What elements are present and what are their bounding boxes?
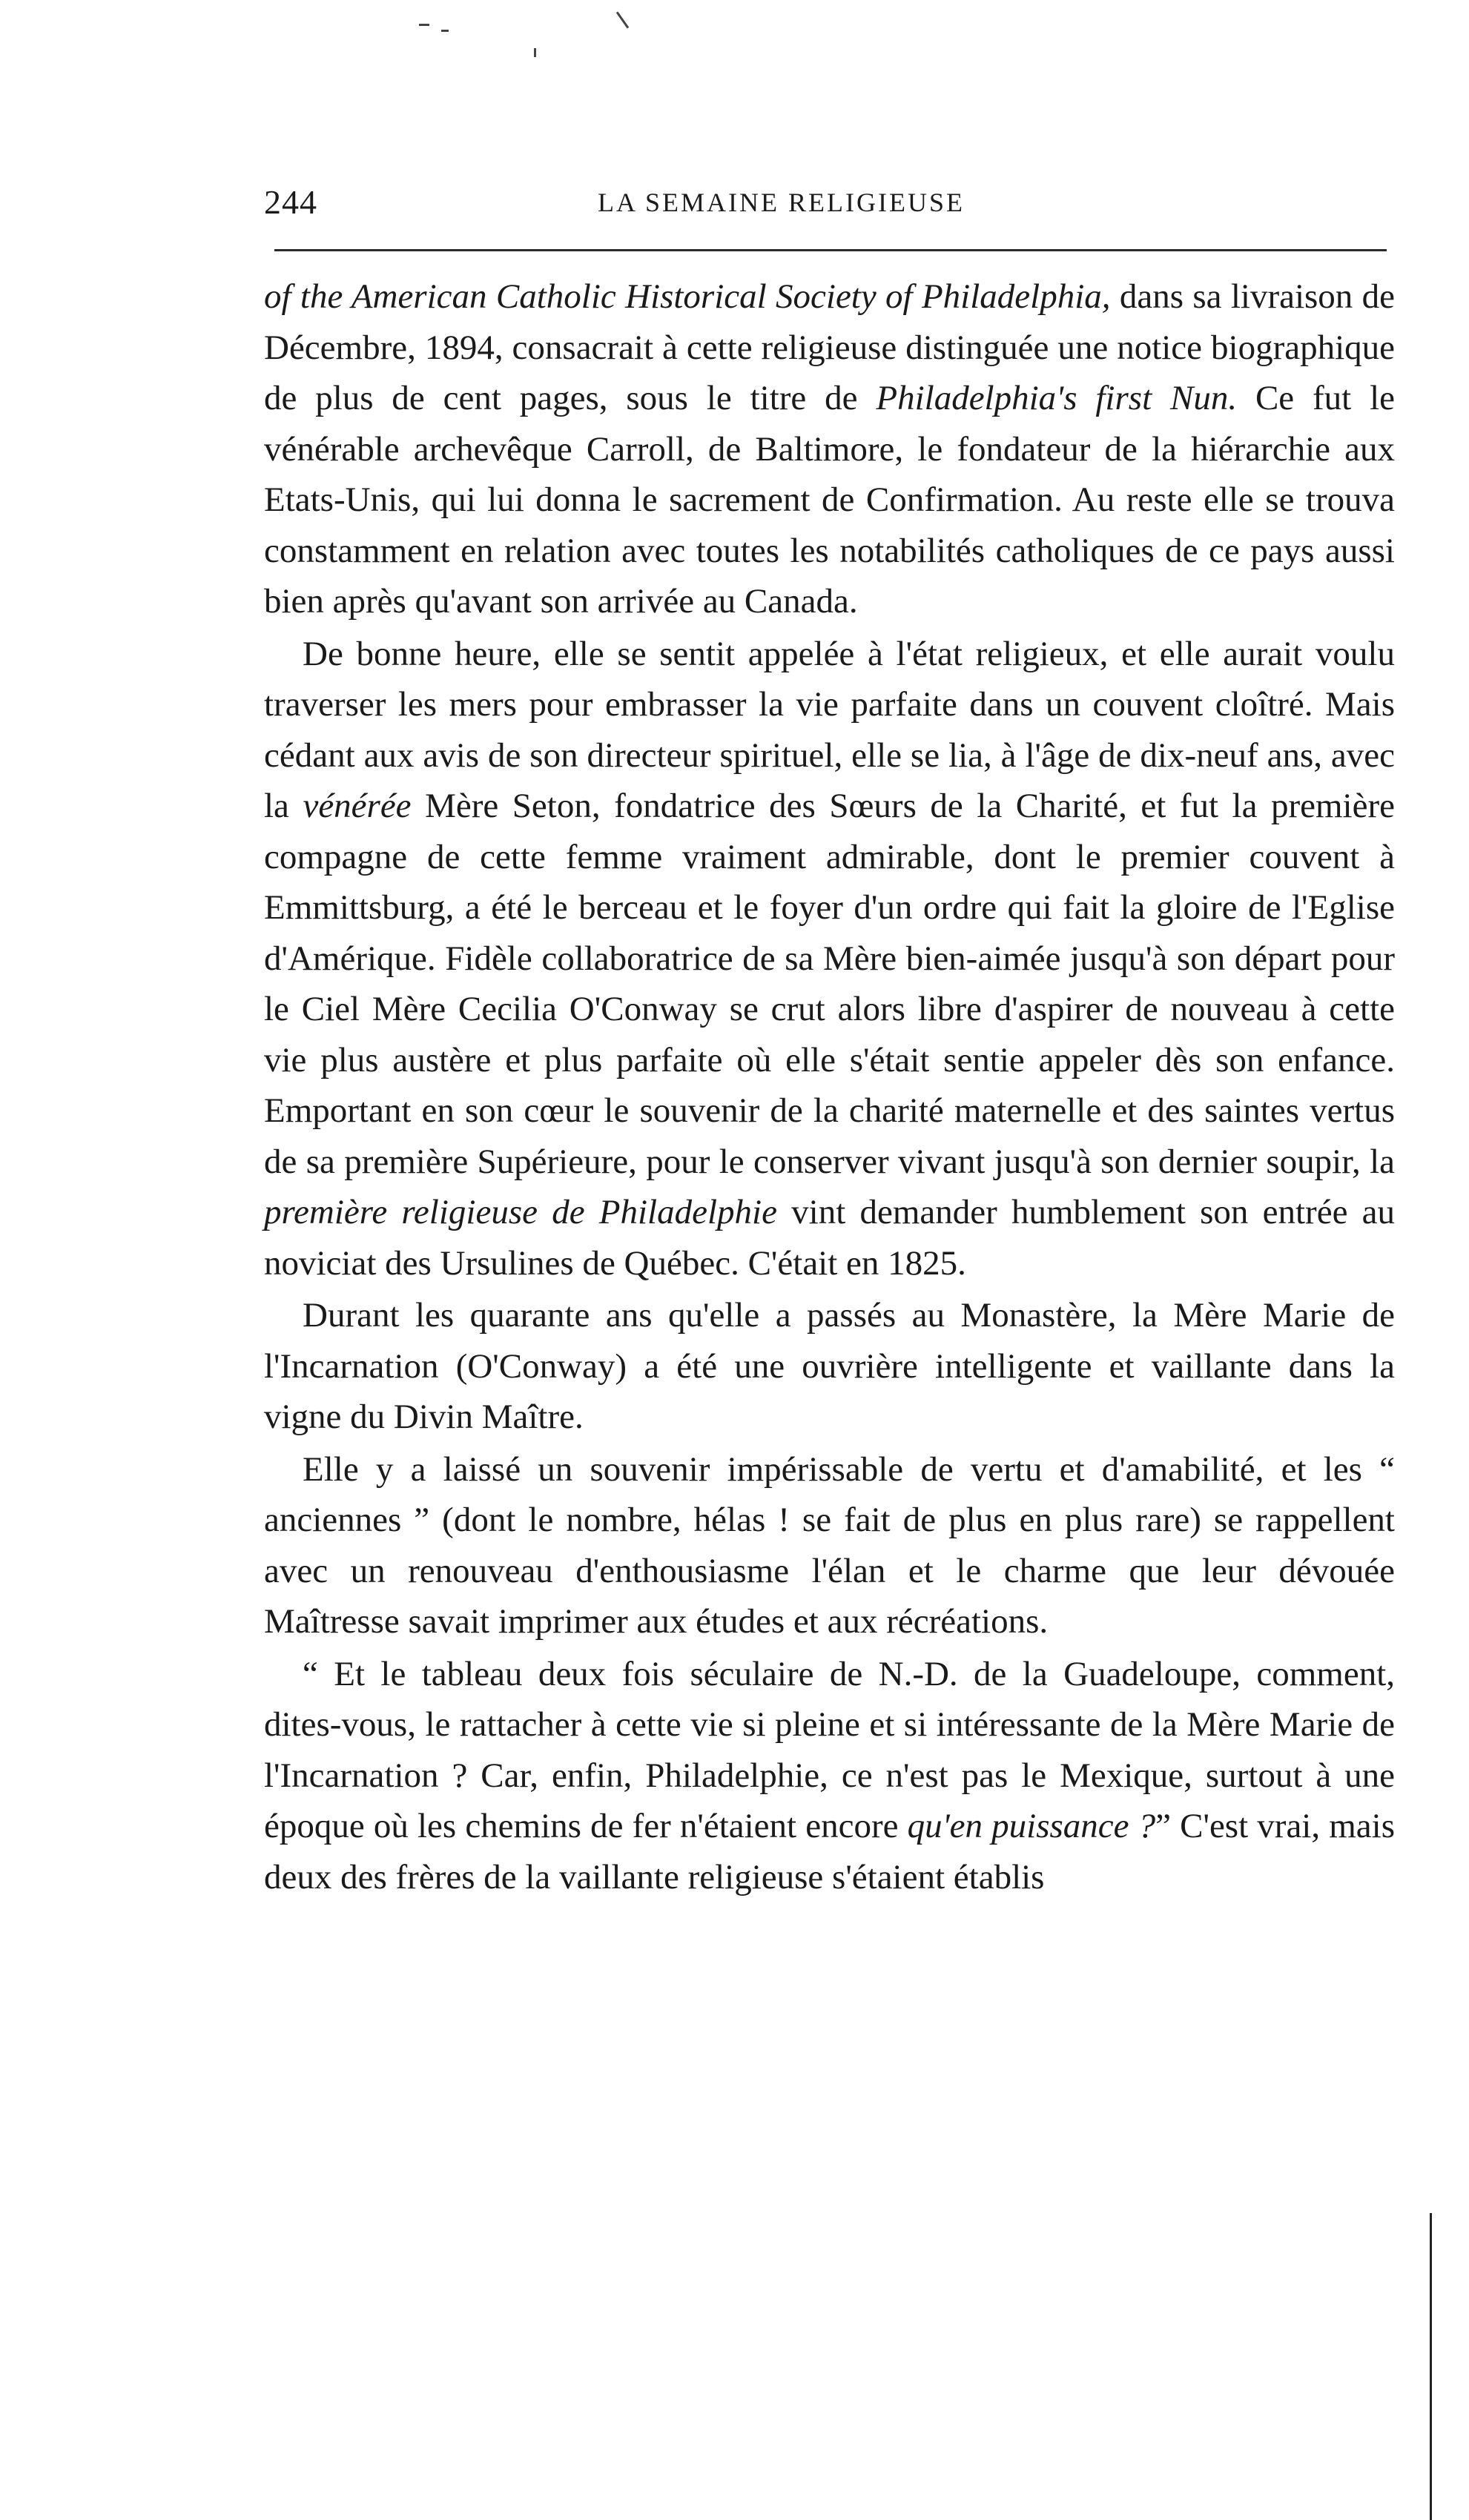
text-run: Ce fut le vénérable archevêque Carroll, de Baltimore, le fondateur de la hiérarchie aux Etats-Unis, qui lui donna le sacrement de Confirmation. Au reste elle se trouva constamment en relation avec toutes les notabilités catholiques de ce pays aussi bien après qu'avant son arrivée au Canada. [264,379,1395,621]
text-run: “ Et le tableau deux fois séculaire de N.-D. de la Guadeloupe, comment, dites-vous, le rattacher à cette vie si pleine et si intéressante de la Mère Marie de l'Incarnation ? Car, enfin, Philadelphie, ce n'est pas le Mexique, surtout à une époque où les chemins de fer n'étaient encore [264,1654,1395,1845]
text-run: vint demander humblement son entrée au noviciat des Ursulines de Québec. C'était en 1825. [264,1193,1396,1283]
page-header [264,182,1391,227]
paragraph-4: Elle y a laissé un souvenir impérissable de vertu et d'amabilité, et les “ anciennes ” (dont le nombre, hélas ! se fait de plus en plus rare) se rappellent avec un renouveau d'enthousiasme l'élan et le charme que leur dévouée Maîtresse savait imprimer aux études et aux récréations. [264,1449,1395,1641]
scan-speck [419,24,429,26]
paragraph-1 [264,271,1395,627]
scan-speck [441,30,449,32]
italic-word: vénérée [303,787,412,825]
italic-phrase: première religieuse de Philadelphie [264,1193,777,1231]
italic-lead: of the American Catholic Historical Society of Philadelphia, [264,277,1111,316]
header-rule [274,249,1387,251]
margin-line [1430,2213,1432,2520]
paragraph-2 [264,629,1395,1289]
italic-title: Philadelphia's first Nun. [876,379,1238,417]
scan-speck [616,11,629,28]
running-title: LA SEMAINE RELIGIEUSE [598,188,965,217]
text-run: dans sa livraison de Décembre, 1894, consacrait à cette religieuse distinguée une notice biographique de plus de cent pages, sous le titre de [264,277,1395,417]
text-run: De bonne heure, elle se sentit appelée à l'état religieux, et elle aurait voulu traverser les mers pour embrasser la vie parfaite dans un couvent cloîtré. Mais cédant aux avis de son directeur spirituel, elle se lia, à l'âge de dix-neuf ans, avec la [264,634,1395,825]
paragraph-3: Durant les quarante ans qu'elle a passés au Monastère, la Mère Marie de l'Incarnation (O'Conway) a été une ouvrière intelligente et vaillante dans la vigne du Divin Maître. [264,1296,1395,1436]
italic-phrase: qu'en puissance ? [907,1807,1156,1845]
body-text [264,271,1395,1902]
scan-speck [534,48,536,57]
paragraph-5 [264,1649,1395,1903]
text-run: ” C'est vrai, mais deux des frères de la vaillante religieuse s'étaient établis [264,1807,1396,1896]
text-run: Mère Seton, fondatrice des Sœurs de la Charité, et fut la première compagne de cette femme vraiment admirable, dont le premier couvent à Emmittsburg, a été le berceau et le foyer d'un ordre qui fait la gloire de l'Eglise d'Amérique. Fidèle collaboratrice de sa Mère bien-aimée jusqu'à son départ pour le Ciel Mère Cecilia O'Conway se crut alors libre d'aspirer de nouveau à cette vie plus austère et plus parfaite où elle s'était sentie appeler dès son enfance. Emportant en son cœur le souvenir de la charité maternelle et des saintes vertus de sa première Supérieure, pour le conserver vivant jusqu'à son dernier soupir, la [264,787,1395,1181]
page-number: 244 [264,183,317,221]
